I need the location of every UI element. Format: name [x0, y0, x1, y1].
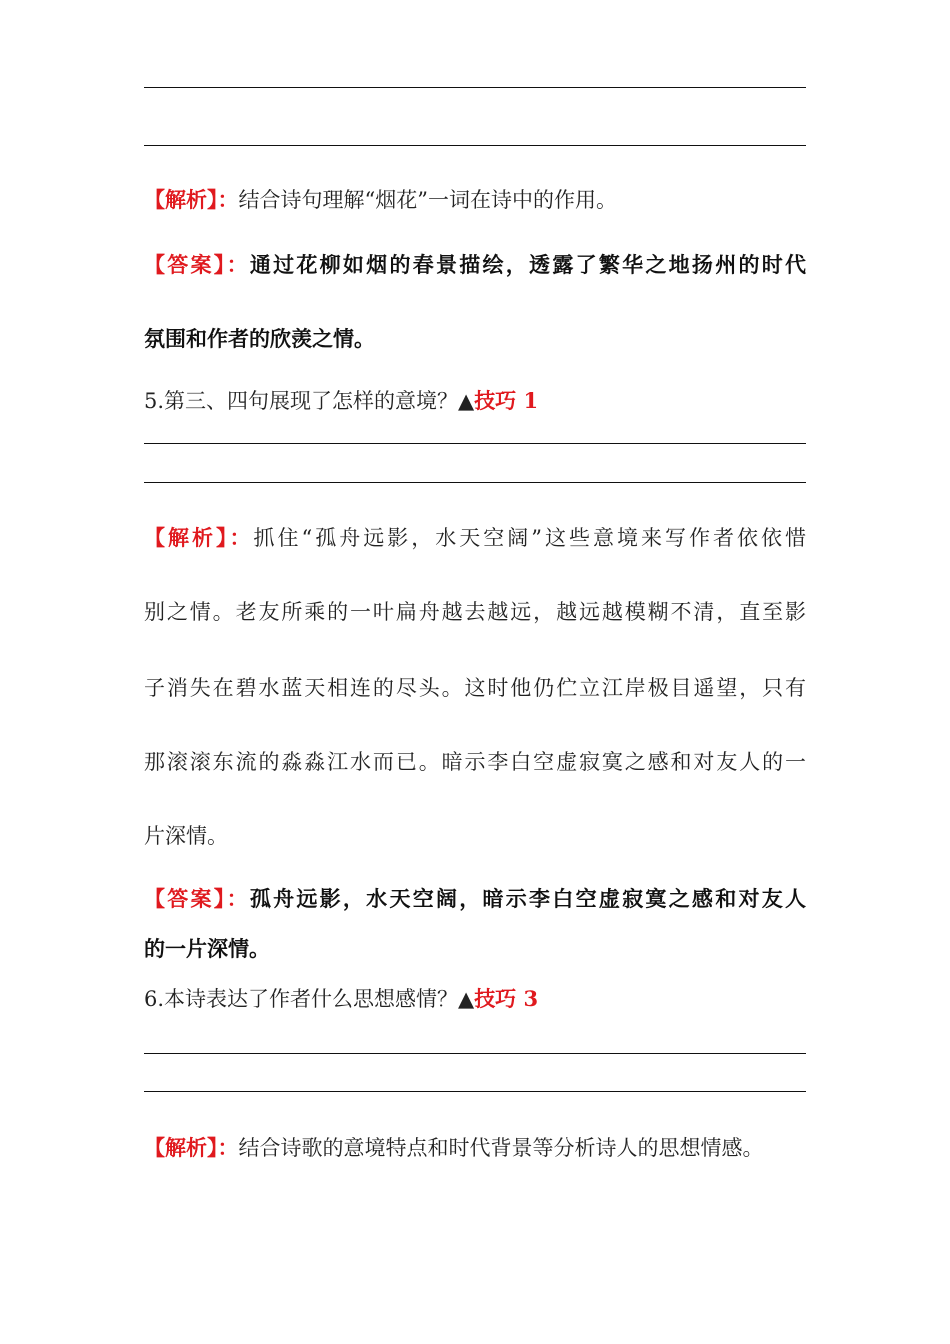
answer-line — [144, 87, 806, 88]
q5-analysis-line-3: 子消失在碧水蓝天相连的尽头。这时他仍伫立江岸极目遥望，只有 — [144, 676, 806, 700]
q4-answer-text: 通过花柳如烟的春景描绘，透露了繁华之地扬州的时代 — [249, 252, 807, 277]
q4-answer-line-1 — [144, 251, 806, 279]
answer-line — [144, 443, 806, 444]
q6-question-text: 6.本诗表达了作者什么思想感情？▲ — [144, 987, 475, 1011]
q5-analysis-line-2: 别之情。老友所乘的一叶扁舟越去越远，越远越模糊不清，直至影 — [144, 600, 806, 624]
answer-line — [144, 1053, 806, 1054]
q5-answer-line-1 — [144, 885, 806, 913]
answer-tag: 【答案】： — [144, 252, 250, 277]
q4-analysis — [144, 186, 806, 214]
q5-skill: 技巧 1 — [474, 388, 539, 413]
analysis-tag: 【解析】： — [144, 525, 254, 550]
q6-analysis-text: 结合诗歌的意境特点和时代背景等分析诗人的思想情感。 — [238, 1136, 764, 1160]
q6-skill: 技巧 3 — [474, 986, 539, 1011]
q5-answer-text: 孤舟远影，水天空阔，暗示李白空虚寂寞之感和对友人 — [249, 886, 807, 911]
q4-answer-line-2: 氛围和作者的欣羡之情。 — [144, 326, 375, 351]
q4-analysis-text: 结合诗句理解“烟花”一词在诗中的作用。 — [238, 188, 617, 212]
answer-line — [144, 1091, 806, 1092]
answer-line — [144, 482, 806, 483]
q5-answer-line-2: 的一片深情。 — [144, 936, 270, 961]
q5-question-text: 5.第三、四句展现了怎样的意境？▲ — [144, 389, 475, 413]
q5-question — [144, 387, 806, 415]
q5-analysis-line-4: 那滚滚东流的淼淼江水而已。暗示李白空虚寂寞之感和对友人的一 — [144, 750, 806, 774]
q6-question — [144, 985, 806, 1013]
q5-analysis-text: 抓住“孤舟远影，水天空阔”这些意境来写作者依依惜 — [253, 526, 806, 550]
answer-tag: 【答案】： — [144, 886, 250, 911]
analysis-tag: 【解析】： — [144, 1135, 239, 1160]
answer-line — [144, 145, 806, 146]
q5-analysis-line-5: 片深情。 — [144, 824, 228, 848]
q6-analysis — [144, 1134, 806, 1162]
q5-analysis-line-1 — [144, 524, 806, 552]
analysis-tag: 【解析】： — [144, 187, 239, 212]
